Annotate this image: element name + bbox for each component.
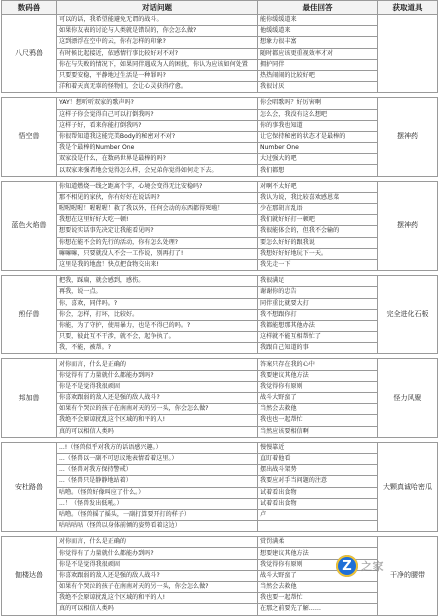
question-cell: ...！（怪兽发出低吼。） bbox=[57, 498, 258, 509]
table-row bbox=[2, 453, 438, 464]
answer-cell: 慢慢靠近 bbox=[258, 442, 378, 453]
table-row bbox=[2, 287, 438, 298]
question-cell: ...（怪兽只是静静地站着） bbox=[57, 476, 258, 487]
table-row bbox=[2, 48, 438, 59]
watermark-logo-icon: Z bbox=[336, 555, 358, 577]
question-cell: ...（怪兽对我方保持警戒） bbox=[57, 465, 258, 476]
question-cell: 如果有个哭泣的孩子在南南对天的另一头，你会怎么做? bbox=[57, 404, 258, 415]
table-row bbox=[2, 109, 438, 120]
answer-cell: 赏罚满柔 bbox=[258, 537, 378, 548]
question-cell: 对你而言，什么是正确的 bbox=[57, 537, 258, 548]
answer-cell: 卢 bbox=[258, 509, 378, 520]
question-cell: 你能，为了守护，使用暴力，也是不得已的吗。? bbox=[57, 320, 258, 331]
answer-cell: 我都能想那其他办法 bbox=[258, 320, 378, 331]
answer-cell: 我先走一下 bbox=[258, 259, 378, 270]
answer-cell: 能你缓缓道来 bbox=[258, 15, 378, 26]
digimon-name: 邦加兽 bbox=[2, 359, 57, 437]
table-row bbox=[2, 404, 438, 415]
table-row bbox=[2, 359, 438, 370]
answer-cell: 摆出战斗架势 bbox=[258, 465, 378, 476]
watermark-text: 之家 bbox=[361, 560, 384, 573]
table-row bbox=[2, 26, 438, 37]
table-row bbox=[2, 143, 438, 154]
table-row bbox=[2, 70, 438, 81]
table-row bbox=[2, 15, 438, 26]
answer-cell: 谢谢你的忠告 bbox=[258, 287, 378, 298]
reward-item bbox=[378, 15, 438, 93]
site-watermark bbox=[336, 554, 436, 578]
answer-cell: 他缓缓道来 bbox=[258, 26, 378, 37]
question-cell: 这样子你会觉得自己可以打倒我吗? bbox=[57, 109, 258, 120]
question-cell: 咕噜。（怪兽好像叫应了什么。） bbox=[57, 487, 258, 498]
answer-cell: 想要建议其他方法 bbox=[258, 548, 378, 559]
table-row bbox=[2, 131, 438, 142]
answer-cell: 我要应对手当问题的注意 bbox=[258, 476, 378, 487]
question-cell: 有时候比起接近，依感情行事比较好对不对? bbox=[57, 48, 258, 59]
table-row bbox=[2, 59, 438, 70]
table-row bbox=[2, 181, 438, 192]
answer-cell: 少在那胡言乱语 bbox=[258, 204, 378, 215]
question-cell: 喔喔喔喔！喔喔喔！救了我以外，任何会动的东西都得死啦！ bbox=[57, 204, 258, 215]
digimon-name: 安杜路兽 bbox=[2, 442, 57, 532]
table-row bbox=[2, 442, 438, 453]
header-reward-item: 获取道具 bbox=[378, 1, 438, 15]
reward-item: 怪力风聚 bbox=[378, 359, 438, 437]
question-cell: 你会，怎样，打坏，比较好。 bbox=[57, 309, 258, 320]
table-row bbox=[2, 120, 438, 131]
question-cell: 对你而言，什么是正确的 bbox=[57, 359, 258, 370]
answer-cell: 我很讨厌 bbox=[258, 82, 378, 93]
answer-cell: 试着看出食物 bbox=[258, 487, 378, 498]
question-cell: 把我，踩扁，就会感到，感伤。 bbox=[57, 276, 258, 287]
table-row bbox=[2, 426, 438, 437]
question-cell: 可以的话，我希望能避免无谓的战斗。 bbox=[57, 15, 258, 26]
table-row bbox=[2, 582, 438, 593]
header-question: 对话问题 bbox=[57, 1, 258, 15]
answer-cell: 我觉得你有原则 bbox=[258, 559, 378, 570]
answer-cell: 拥护同伴 bbox=[258, 59, 378, 70]
question-cell: YAY！想听听双家的歌声吗? bbox=[57, 98, 258, 109]
question-cell: 洋和着天真无辜的怪物们，会让心灵获得疗愈。 bbox=[57, 82, 258, 93]
table-row bbox=[2, 248, 438, 259]
answer-cell: 直盯着他看 bbox=[258, 453, 378, 464]
answer-cell: 热热闹闹的比较好吧 bbox=[258, 70, 378, 81]
digimon-name: 煎仔兽 bbox=[2, 276, 57, 354]
table-row bbox=[2, 298, 438, 309]
answer-cell: 让它保持秘密的状态才是最棒的 bbox=[258, 131, 378, 142]
question-cell: 真的可以相信人类吗 bbox=[57, 426, 258, 437]
table-row bbox=[2, 343, 438, 354]
question-cell: 我绝不会原谅扰乱这个区域的和平的人! bbox=[57, 415, 258, 426]
answer-cell: 战斗大野蛮了 bbox=[258, 393, 378, 404]
answer-cell: 你会唱歌吗？好厉害啊 bbox=[258, 98, 378, 109]
question-cell: 只要，彼此互不干涉，就不会，起争执了。 bbox=[57, 332, 258, 343]
answer-cell: 对啊不太好吧 bbox=[258, 181, 378, 192]
table-row bbox=[2, 98, 438, 109]
answer-cell: 我很能体会的，但我不会输的 bbox=[258, 226, 378, 237]
question-cell: 这到漂浮在空中的云，你有怎样的印象? bbox=[57, 37, 258, 48]
table-row bbox=[2, 415, 438, 426]
answer-cell: 我们就好好打一顿吧 bbox=[258, 215, 378, 226]
answer-cell: 试着看出食物 bbox=[258, 498, 378, 509]
question-cell: ...（怪兽以一副不可思议地表情看着这里。） bbox=[57, 453, 258, 464]
answer-cell: 在那之前要先了解…… bbox=[258, 604, 378, 615]
table-row bbox=[2, 226, 438, 237]
answer-cell: 我认为说，我比较喜欢感恩菜 bbox=[258, 192, 378, 203]
table-row bbox=[2, 509, 438, 520]
question-cell: 你是不是觉得我很顽固 bbox=[57, 559, 258, 570]
digimon-name: 悟空兽 bbox=[2, 98, 57, 176]
table-row bbox=[2, 259, 438, 270]
question-cell: 双家没是什么，在数码世界是最棒的吗? bbox=[57, 154, 258, 165]
table-row bbox=[2, 521, 438, 532]
table-row bbox=[2, 498, 438, 509]
answer-cell: Number One bbox=[258, 143, 378, 154]
question-cell: 咕噜。（怪兽摇了摇头，一副打算要开打的样子） bbox=[57, 509, 258, 520]
answer-cell bbox=[258, 521, 378, 532]
table-row bbox=[2, 237, 438, 248]
question-cell: 你在与失败的情况下，如果同伴遇成为人的困扰，你认为应该如何处置 bbox=[57, 59, 258, 70]
question-cell: 如果有个哭泣的孩子在南南对天的另一头，你会怎么做? bbox=[57, 582, 258, 593]
header-digimon: 数码兽 bbox=[2, 1, 57, 15]
answer-cell: 我很满足 bbox=[258, 276, 378, 287]
table-row bbox=[2, 154, 438, 165]
question-cell: 你喜欢跟弱的敌人还是强的敌人战斗? bbox=[57, 570, 258, 581]
answer-cell: 随时都应该更重视效率才对 bbox=[258, 48, 378, 59]
dialogue-guide-table bbox=[1, 0, 438, 616]
digimon-name: 八尺鸦兽 bbox=[2, 15, 57, 93]
question-cell: 我是个最棒的Number One bbox=[57, 143, 258, 154]
question-cell: 我绝不会原谅扰乱这个区域的和平的人! bbox=[57, 593, 258, 604]
question-cell: 你是不是觉得我很顽固 bbox=[57, 381, 258, 392]
table-row bbox=[2, 604, 438, 615]
question-cell: 这里是我的地盘！快点把食物交出来! bbox=[57, 259, 258, 270]
table-row bbox=[2, 204, 438, 215]
question-cell: 你，喜欢，同伴吗。? bbox=[57, 298, 258, 309]
digimon-name: 蓝色火焰兽 bbox=[2, 181, 57, 271]
answer-cell: 我们都想 bbox=[258, 165, 378, 176]
question-cell: 只要要安稳，平静地过生活是一种罪吗? bbox=[57, 70, 258, 81]
table-body bbox=[2, 15, 438, 616]
answer-cell: 答案只存在我的心中 bbox=[258, 359, 378, 370]
table-row bbox=[2, 393, 438, 404]
header-best-answer: 最佳回答 bbox=[258, 1, 378, 15]
table-row bbox=[2, 192, 438, 203]
answer-cell: 我想好好好地玩下一天。 bbox=[258, 248, 378, 259]
answer-cell: 我也要一起帮忙 bbox=[258, 593, 378, 604]
table-row bbox=[2, 332, 438, 343]
answer-cell: 我跟自己知道的事 bbox=[258, 343, 378, 354]
table-row bbox=[2, 165, 438, 176]
table-row bbox=[2, 381, 438, 392]
question-cell: 这样子好，看来你能打倒我吗? bbox=[57, 120, 258, 131]
answer-cell: 战斗大野蛮了 bbox=[258, 570, 378, 581]
question-cell: 你想在能不会的先行的活动，你有怎么处理? bbox=[57, 237, 258, 248]
answer-cell: 我也也一起帮忙 bbox=[258, 415, 378, 426]
answer-cell: 怎么会，我没有这么想吧 bbox=[258, 109, 378, 120]
digimon-name: 伽楼达兽 bbox=[2, 537, 57, 615]
answer-cell: 当然会去救他 bbox=[258, 582, 378, 593]
table-row bbox=[2, 487, 438, 498]
question-cell: 以双家来强者地会觉得怎么样，会兄弟你觉得如何走下去。 bbox=[57, 165, 258, 176]
reward-item: 完全进化石板 bbox=[378, 276, 438, 354]
table-row bbox=[2, 465, 438, 476]
reward-item: 干净的腰带 bbox=[378, 537, 438, 615]
answer-cell: 大过强大的吧 bbox=[258, 154, 378, 165]
table-row bbox=[2, 370, 438, 381]
table-row bbox=[2, 276, 438, 287]
question-cell: 如果你友表的讨论与人类就是错误的，你会怎么做? bbox=[57, 26, 258, 37]
table-row bbox=[2, 476, 438, 487]
question-cell: 你觉得有了力量就什么都能办到吗? bbox=[57, 548, 258, 559]
answer-cell: 我觉得你有原则 bbox=[258, 381, 378, 392]
question-cell: 你很帮知道我这能完美Body的秘密对不对? bbox=[57, 131, 258, 142]
answer-cell: 这样就不能互相帮忙了 bbox=[258, 332, 378, 343]
answer-cell: 当然应该要相信啊 bbox=[258, 426, 378, 437]
answer-cell: 当然会去救他 bbox=[258, 404, 378, 415]
table-row bbox=[2, 82, 438, 93]
question-cell: 再我，说一点。 bbox=[57, 287, 258, 298]
question-cell: 那不相见的家伙，你有好好在说话吗? bbox=[57, 192, 258, 203]
question-cell: 你知道燃烧一线之距离个字，心境会变得无比安稳吗? bbox=[57, 181, 258, 192]
table-row bbox=[2, 320, 438, 331]
answer-cell: 想象力很丰富 bbox=[258, 37, 378, 48]
table-header-row bbox=[2, 1, 438, 15]
question-cell: ...!（怪兽似乎对我方的话语感兴趣。） bbox=[57, 442, 258, 453]
answer-cell: 我不想跟你打 bbox=[258, 309, 378, 320]
answer-cell: 你的事我也知道 bbox=[258, 120, 378, 131]
answer-cell: 同伴重比就要大打 bbox=[258, 298, 378, 309]
reward-item: 摆神药 bbox=[378, 181, 438, 271]
question-cell: 我，不能，被帮。? bbox=[57, 343, 258, 354]
table-row bbox=[2, 537, 438, 548]
table-row bbox=[2, 593, 438, 604]
answer-cell: 要怎么好好的跟我说 bbox=[258, 237, 378, 248]
table-row bbox=[2, 215, 438, 226]
question-cell: 嘛嘛嘛，只要就没人不会一工作说，别再打了! bbox=[57, 248, 258, 259]
question-cell: 咕咕咕咕（怪兽以身体前倾的姿势看着这边） bbox=[57, 521, 258, 532]
question-cell: 想要说实话事先决定让我能看见吗? bbox=[57, 226, 258, 237]
answer-cell: 我要建议其他方法 bbox=[258, 370, 378, 381]
question-cell: 你觉得有了力量就什么都能办到吗? bbox=[57, 370, 258, 381]
table-row bbox=[2, 37, 438, 48]
table-row bbox=[2, 309, 438, 320]
question-cell: 真的可以相信人类吗 bbox=[57, 604, 258, 615]
reward-item: 摆神药 bbox=[378, 98, 438, 176]
reward-item: 大颗真诚哈密瓜 bbox=[378, 442, 438, 532]
question-cell: 我想在这里好好大吃一顿! bbox=[57, 215, 258, 226]
question-cell: 你喜欢跟弱的敌人还是强的敌人战斗? bbox=[57, 393, 258, 404]
